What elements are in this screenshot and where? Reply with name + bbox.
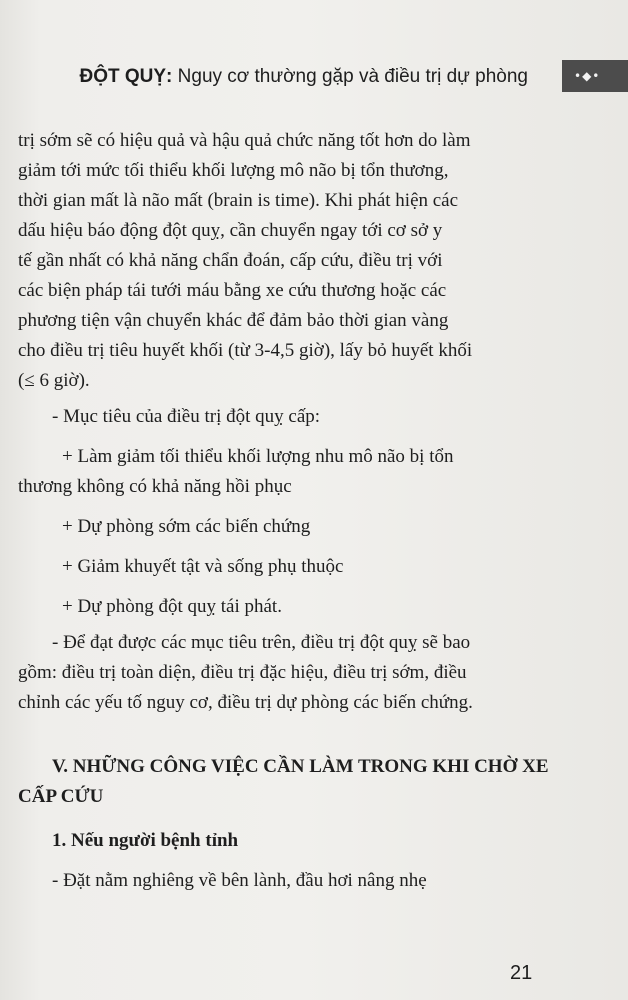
paragraph-line: giảm tới mức tối thiểu khối lượng mô não bị tổn thương, [18, 160, 449, 181]
goals-intro: - Mục tiêu của điều trị đột quỵ cấp: [52, 406, 321, 427]
paragraph-line: trị sớm sẽ có hiệu quả và hậu quả chức năng tốt hơn do làm [18, 130, 471, 151]
goal-item-2: + Dự phòng sớm các biến chứng [62, 516, 311, 537]
paragraph-line: chỉnh các yếu tố nguy cơ, điều trị dự phòng các biến chứng. [18, 692, 473, 713]
running-header [60, 62, 528, 92]
subsection-heading: 1. Nếu người bệnh tỉnh [52, 830, 239, 851]
goal-item-3: + Giảm khuyết tật và sống phụ thuộc [62, 556, 344, 577]
paragraph-line: cho điều trị tiêu huyết khối (từ 3-4,5 giờ), lấy bỏ huyết khối [18, 340, 473, 361]
header-title-rest: Nguy cơ thường gặp và điều trị dự phòng [172, 66, 528, 87]
goal-item-1-line-2: thương không có khả năng hồi phục [18, 476, 292, 497]
paragraph-line: gồm: điều trị toàn diện, điều trị đặc hiệu, điều trị sớm, điều [18, 662, 467, 683]
goal-item-4: + Dự phòng đột quỵ tái phát. [62, 596, 282, 617]
paragraph-line: tế gần nhất có khả năng chẩn đoán, cấp cứu, điều trị với [18, 250, 443, 271]
paragraph-line: thời gian mất là não mất (brain is time). Khi phát hiện các [18, 190, 459, 211]
goal-item-1-line-1: + Làm giảm tối thiểu khối lượng nhu mô não bị tổn [62, 446, 454, 467]
header-tab [562, 60, 628, 92]
paragraph-line: - Để đạt được các mục tiêu trên, điều trị đột quỵ sẽ bao [52, 632, 471, 653]
section-heading-line-1: V. NHỮNG CÔNG VIỆC CẦN LÀM TRONG KHI CHỜ XE [52, 756, 549, 777]
subsection-line: - Đặt nằm nghiêng về bên lành, đầu hơi nâng nhẹ [52, 870, 427, 891]
paragraph-line: (≤ 6 giờ). [18, 370, 90, 391]
paragraph-line: dấu hiệu báo động đột quỵ, cần chuyển ngay tới cơ sở y [18, 220, 443, 241]
diamond-dots-icon: •◆• [574, 69, 601, 83]
paragraph-line: phương tiện vận chuyển khác để đảm bảo thời gian vàng [18, 310, 449, 331]
paragraph-line: các biện pháp tái tưới máu bằng xe cứu thương hoặc các [18, 280, 447, 301]
page-number: 21 [510, 962, 533, 984]
section-heading-line-2: CẤP CỨU [18, 786, 104, 807]
header-title-bold: ĐỘT QUỴ: [79, 66, 173, 87]
